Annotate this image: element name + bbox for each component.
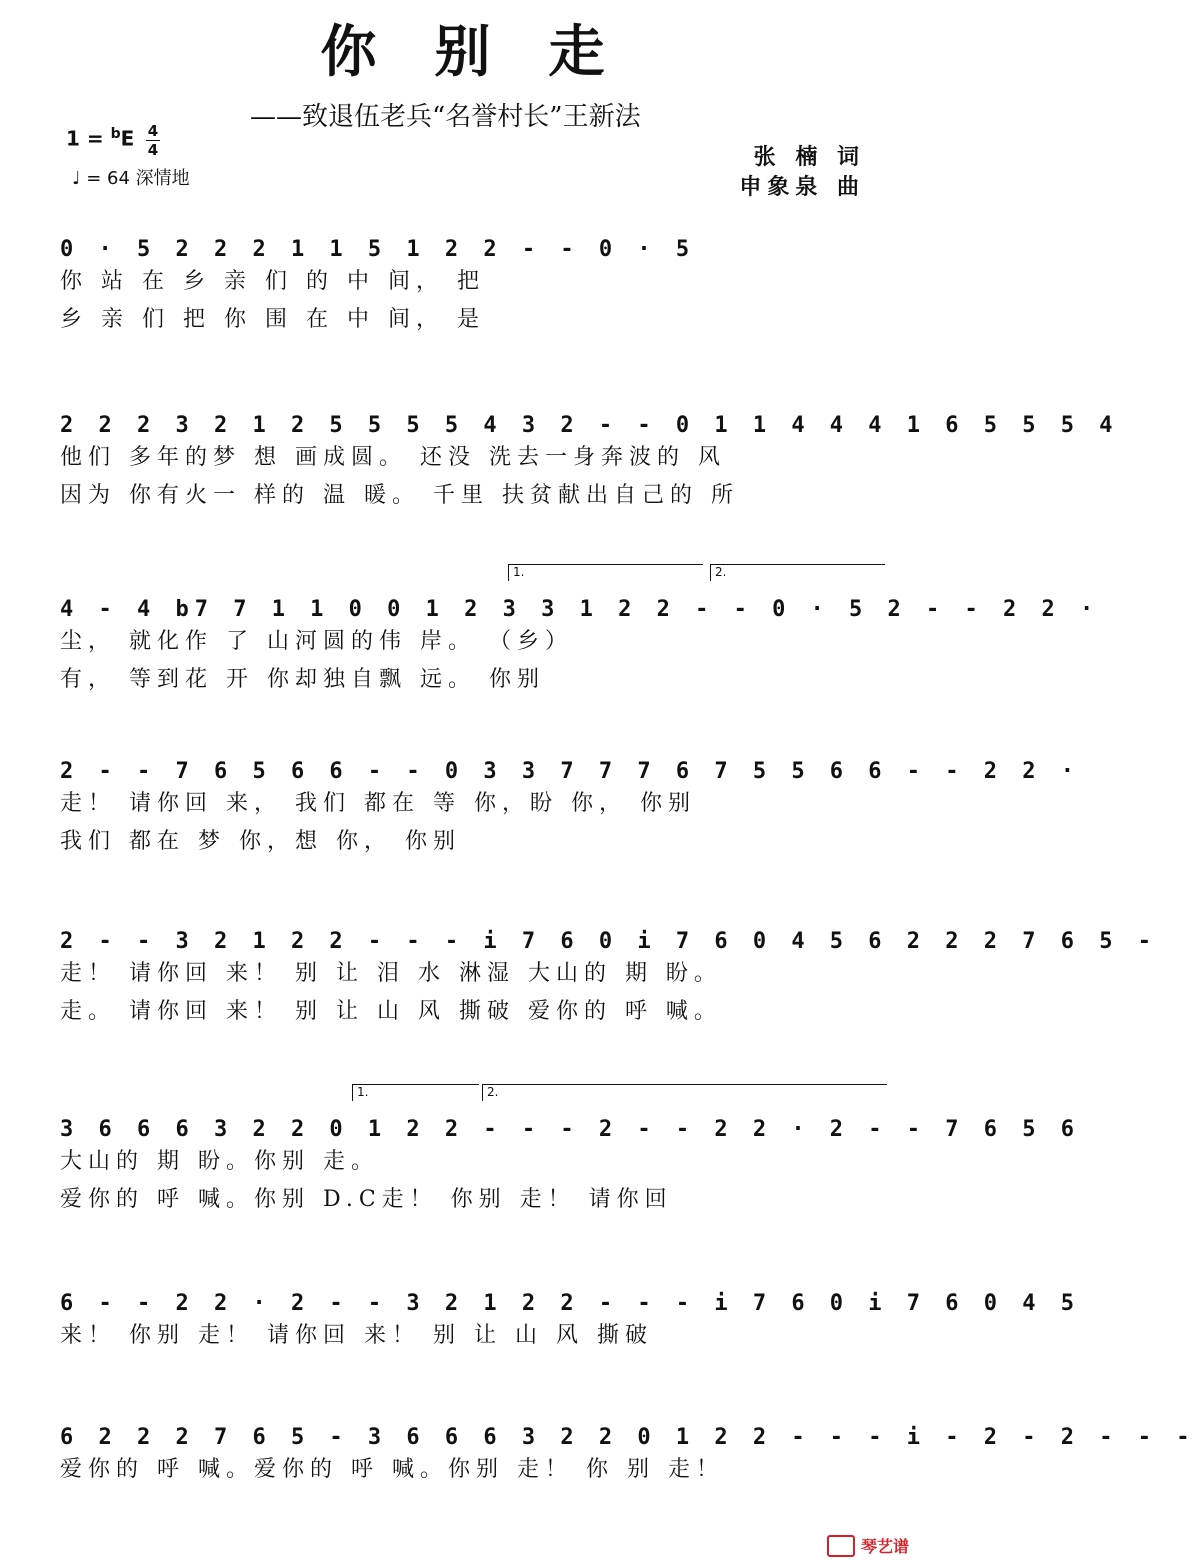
lyrics-verse-2: 有， 等到花 开 你却独自飘 远。 你别	[60, 667, 545, 692]
score-system-3	[60, 565, 1100, 699]
time-signature	[146, 122, 160, 159]
watermark-logo	[827, 1534, 909, 1557]
notes-line: 0 · 5 2 2 2 1 1 5 1 2 2 - - 0 · 5	[60, 237, 696, 262]
lyrics-line: 来！ 你别 走！ 请你回 来！ 别 让 山 风 撕破	[60, 1323, 653, 1348]
song-subtitle: ——致退伍老兵“名誉村长”王新法	[250, 102, 641, 132]
key-prefix: 1 =	[66, 126, 111, 151]
key-signature	[66, 126, 134, 151]
second-ending-bracket: 2.	[710, 564, 885, 581]
song-title: 你别走	[320, 19, 663, 85]
lyrics-verse-2: 走。 请你回 来！ 别 让 山 风 撕破 爱你的 呼 喊。	[60, 999, 722, 1024]
notes-line: 2 2 2 3 2 1 2 5 5 5 5 4 3 2 - - 0 1 1 4 4 4 1 6 5 5 5 4	[60, 413, 1119, 438]
lyrics-verse-1: 走！ 请你回 来！ 别 让 泪 水 淋湿 大山的 期 盼。	[60, 961, 722, 986]
notes-line: 4 - 4 b7 7 1 1 0 0 1 2 3 3 1 2 2 - - 0 · 5 2 - - 2 2 ·	[60, 597, 1100, 622]
time-signature-top: 4	[147, 122, 159, 140]
score-system-6	[60, 1085, 1080, 1219]
composer-credit: 申象泉 曲	[739, 175, 865, 200]
score-system-1	[60, 222, 890, 339]
key-note: E	[120, 126, 135, 151]
lyrics-verse-2: 爱你的 呼 喊。你别 D.C走！ 你别 走！ 请你回	[60, 1187, 673, 1212]
time-signature-bottom: 4	[147, 141, 159, 159]
notes-line: 6 - - 2 2 · 2 - - 3 2 1 2 2 - - - i 7 6 0 i 7 6 0 4 5	[60, 1291, 1080, 1316]
tempo-marking: ♩ = 64 深情地	[72, 168, 190, 189]
lyrics-verse-1: 他们 多年的梦 想 画成圆。 还没 洗去一身奔波的 风	[60, 445, 726, 470]
lyrics-verse-1: 大山的 期 盼。你别 走。	[60, 1149, 379, 1174]
score-system-2	[60, 398, 1119, 515]
second-ending-bracket: 2.	[482, 1084, 887, 1101]
notes-line: 2 - - 3 2 1 2 2 - - - i 7 6 0 i 7 6 0 4 5 6 2 2 2 7 6 5 -	[60, 929, 1157, 954]
lyrics-verse-2: 因为 你有火一 样的 温 暖。 千里 扶贫献出自己的 所	[60, 483, 739, 508]
score-system-8	[60, 1410, 1195, 1489]
logo-icon	[827, 1535, 855, 1557]
score-system-4	[60, 744, 1080, 861]
lyricist-credit: 张 楠 词	[753, 145, 865, 170]
lyrics-verse-1: 走！ 请你回 来， 我们 都在 等 你，盼 你， 你别	[60, 791, 696, 816]
lyrics-verse-2: 乡 亲 们 把 你 围 在 中 间， 是	[60, 307, 485, 332]
first-ending-bracket: 1.	[352, 1084, 479, 1101]
score-system-5	[60, 914, 1157, 1031]
first-ending-bracket: 1.	[508, 564, 703, 581]
lyrics-verse-1: 尘， 就化作 了 山河圆的伟 岸。 （乡）	[60, 629, 573, 654]
lyrics-verse-1: 你 站 在 乡 亲 们 的 中 间， 把	[60, 269, 485, 294]
score-system-7	[60, 1276, 1080, 1355]
notes-line: 2 - - 7 6 5 6 6 - - 0 3 3 7 7 7 6 7 5 5 6 6 - - 2 2 ·	[60, 759, 1080, 784]
watermark-text: 琴艺谱	[860, 1537, 909, 1556]
notes-line: 6 2 2 2 7 6 5 - 3 6 6 6 3 2 2 0 1 2 2 - - - i - 2 - 2 - - -	[60, 1425, 1195, 1450]
lyrics-line: 爱你的 呼 喊。爱你的 呼 喊。你别 走！ 你 别 走！	[60, 1457, 724, 1482]
flat-sign: b	[110, 126, 121, 142]
notes-line: 3 6 6 6 3 2 2 0 1 2 2 - - - 2 - - 2 2 · 2 - - 7 6 5 6	[60, 1117, 1080, 1142]
lyrics-verse-2: 我们 都在 梦 你，想 你， 你别	[60, 829, 461, 854]
